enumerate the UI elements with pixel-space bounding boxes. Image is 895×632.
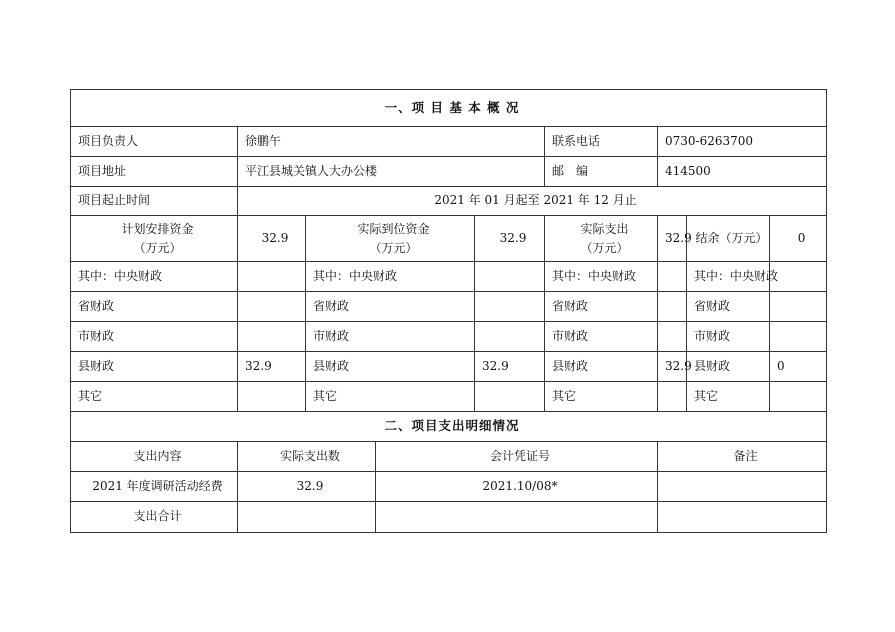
received-funds-value: 32.9 <box>475 216 545 262</box>
funds-row-planned <box>238 382 306 412</box>
header-remarks: 备注 <box>658 442 827 472</box>
section1-title: 一、项 目 基 本 概 况 <box>71 90 827 127</box>
funds-row <box>71 382 827 412</box>
funds-row-spent-label: 县财政 <box>545 352 658 382</box>
section2-title-row <box>71 412 827 442</box>
funds-row-received <box>475 262 545 292</box>
balance-label: 结余（万元） <box>687 216 770 262</box>
postcode-label: 邮 编 <box>545 157 658 187</box>
period-value: 2021 年 01 月起至 2021 年 12 月止 <box>238 187 827 216</box>
funds-row-spent-label: 市财政 <box>545 322 658 352</box>
expense-row <box>71 472 827 502</box>
funds-row-spent <box>658 382 687 412</box>
funds-row-balance <box>770 292 827 322</box>
postcode-value: 414500 <box>658 157 827 187</box>
funds-row-spent <box>658 262 687 292</box>
funds-row-planned <box>238 322 306 352</box>
funds-row-planned: 32.9 <box>238 352 306 382</box>
phone-label: 联系电话 <box>545 127 658 157</box>
funds-row-label: 市财政 <box>71 322 238 352</box>
funds-row-balance <box>770 322 827 352</box>
funds-row-spent-label: 其它 <box>545 382 658 412</box>
leader-row <box>71 127 827 157</box>
funds-row <box>71 322 827 352</box>
phone-value: 0730-6263700 <box>658 127 827 157</box>
funds-row-balance <box>770 382 827 412</box>
received-funds-label: 实际到位资金 （万元） <box>306 216 475 262</box>
funds-row-planned <box>238 292 306 322</box>
expense-total-row <box>71 502 827 533</box>
actual-spent-value: 32.9 <box>658 216 687 262</box>
funds-row-balance-label: 市财政 <box>687 322 770 352</box>
planned-funds-label: 计划安排资金 （万元） <box>71 216 238 262</box>
period-row <box>71 187 827 216</box>
actual-spent-label: 实际支出 （万元） <box>545 216 658 262</box>
expense-total-label: 支出合计 <box>71 502 238 533</box>
funds-row-label: 县财政 <box>71 352 238 382</box>
funds-row <box>71 292 827 322</box>
expense-voucher: 2021.10/08* <box>376 472 658 502</box>
funds-row-received <box>475 382 545 412</box>
leader-value: 徐鹏午 <box>238 127 545 157</box>
funds-row-label: 其它 <box>71 382 238 412</box>
expense-total-voucher <box>376 502 658 533</box>
expense-amount: 32.9 <box>238 472 376 502</box>
expense-note <box>658 472 827 502</box>
address-value: 平江县城关镇人大办公楼 <box>238 157 545 187</box>
funds-row-received-label: 其中：中央财政 <box>306 262 475 292</box>
funds-row-received-label: 省财政 <box>306 292 475 322</box>
section2-title: 二、项目支出明细情况 <box>71 412 827 442</box>
funds-row-balance-label: 省财政 <box>687 292 770 322</box>
funds-row-spent-label: 其中：中央财政 <box>545 262 658 292</box>
funds-row-received-label: 市财政 <box>306 322 475 352</box>
header-actual-amount: 实际支出数 <box>238 442 376 472</box>
planned-funds-value: 32.9 <box>238 216 306 262</box>
balance-value: 0 <box>770 216 827 262</box>
expense-content: 2021 年度调研活动经费 <box>71 472 238 502</box>
project-summary-table <box>70 89 827 533</box>
funds-row-spent <box>658 322 687 352</box>
funds-row-balance: 0 <box>770 352 827 382</box>
header-expense-content: 支出内容 <box>71 442 238 472</box>
funds-row-received: 32.9 <box>475 352 545 382</box>
funds-row-balance-label: 其它 <box>687 382 770 412</box>
funds-row-balance <box>770 262 827 292</box>
funds-row-spent-label: 省财政 <box>545 292 658 322</box>
period-label: 项目起止时间 <box>71 187 238 216</box>
funds-row <box>71 352 827 382</box>
expense-total-amount <box>238 502 376 533</box>
funds-row-received-label: 县财政 <box>306 352 475 382</box>
expense-header-row <box>71 442 827 472</box>
leader-label: 项目负责人 <box>71 127 238 157</box>
header-voucher-number: 会计凭证号 <box>376 442 658 472</box>
funds-row-spent <box>658 292 687 322</box>
funds-row-label: 省财政 <box>71 292 238 322</box>
address-row <box>71 157 827 187</box>
funds-row <box>71 262 827 292</box>
funds-row-received <box>475 292 545 322</box>
address-label: 项目地址 <box>71 157 238 187</box>
section1-title-row <box>71 90 827 127</box>
funds-header-row <box>71 216 827 262</box>
funds-row-spent: 32.9 <box>658 352 687 382</box>
funds-row-received <box>475 322 545 352</box>
funds-row-label: 其中：中央财政 <box>71 262 238 292</box>
funds-row-planned <box>238 262 306 292</box>
funds-row-balance-label: 县财政 <box>687 352 770 382</box>
funds-row-balance-label: 其中：中央财政 <box>687 262 770 292</box>
funds-row-received-label: 其它 <box>306 382 475 412</box>
expense-total-note <box>658 502 827 533</box>
